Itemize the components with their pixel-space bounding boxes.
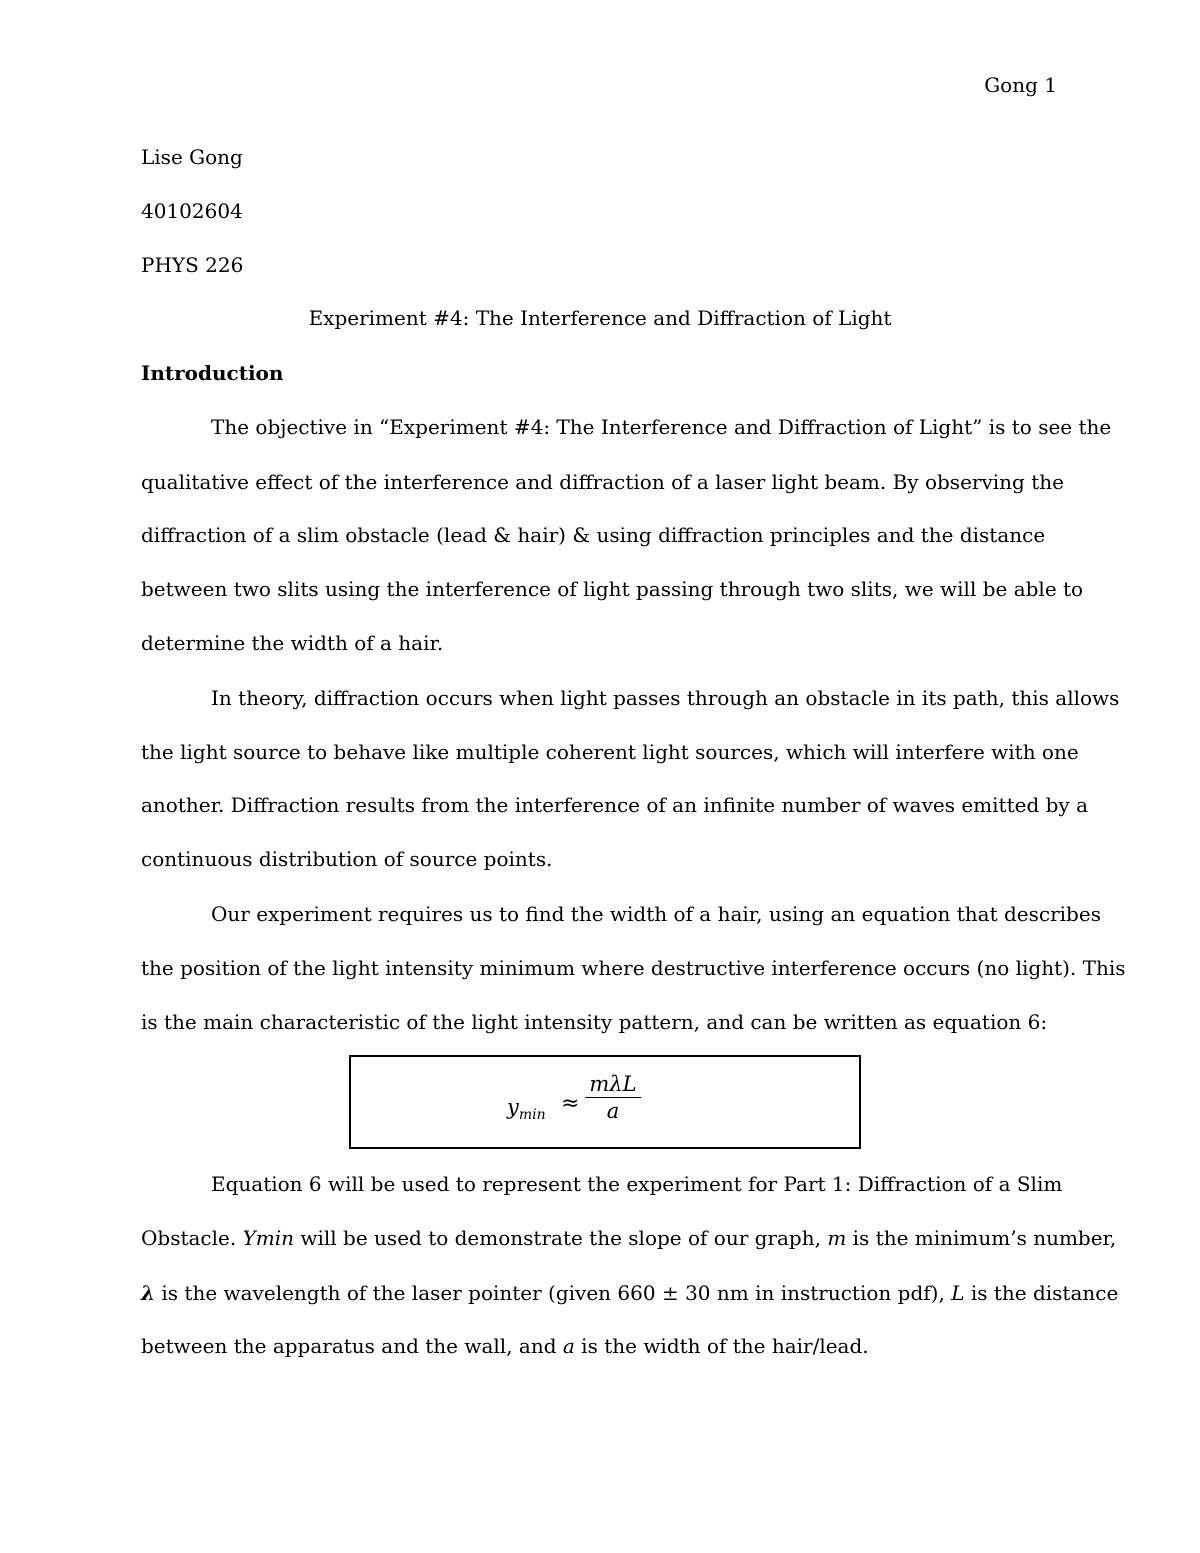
paper-title: Experiment #4: The Interference and Diffraction of Light: [308, 306, 892, 330]
symbol-m: m: [827, 1226, 847, 1250]
course-code: PHYS 226: [141, 253, 244, 277]
author-name: Lise Gong: [141, 145, 243, 169]
paragraph-1-line-4: between two slits using the interference of light passing through two slits, we will be able to: [141, 577, 1084, 601]
paragraph-4-line-3: λ is the wavelength of the laser pointer (given 660 ± 30 nm in instruction pdf), L is the distance: [141, 1281, 1119, 1305]
paragraph-4-line-4: between the apparatus and the wall, and a is the width of the hair/lead.: [141, 1334, 869, 1358]
equation-box: [349, 1055, 861, 1149]
paragraph-3-line-3: is the main characteristic of the light intensity pattern, and can be written as equation 6:: [141, 1010, 1048, 1034]
student-id: 40102604: [141, 199, 243, 223]
paragraph-3-line-2: the position of the light intensity minimum where destructive interference occurs (no light). This: [141, 956, 1126, 980]
paragraph-4-line-2: Obstacle. Ymin will be used to demonstrate the slope of our graph, m is the minimum’s number,: [141, 1226, 1117, 1250]
paragraph-2-line-2: the light source to behave like multiple coherent light sources, which will interfere with one: [141, 740, 1079, 764]
equation-lhs-subscript: min: [518, 1107, 546, 1123]
paragraph-1-line-2: qualitative effect of the interference and diffraction of a laser light beam. By observing the: [141, 470, 1064, 494]
symbol-ymin: Ymin: [242, 1226, 295, 1250]
paragraph-2-line-1: In theory, diffraction occurs when light passes through an obstacle in its path, this allows: [211, 686, 1120, 710]
equation-relation: ≈: [561, 1091, 580, 1116]
equation-fraction: [585, 1071, 641, 1124]
paragraph-1-line-3: diffraction of a slim obstacle (lead & hair) & using diffraction principles and the distance: [141, 523, 1046, 547]
equation-lhs: $y_{min}$: [507, 1095, 546, 1123]
section-heading: Introduction: [141, 361, 284, 385]
paragraph-2-line-4: continuous distribution of source points.: [141, 847, 553, 871]
paragraph-4-line-1: Equation 6 will be used to represent the experiment for Part 1: Diffraction of a Slim: [211, 1172, 1063, 1196]
equation-denominator: a: [606, 1099, 620, 1123]
equation-numerator: mλL: [585, 1071, 641, 1098]
paragraph-2-line-3: another. Diffraction results from the interference of an infinite number of waves emitted by a: [141, 793, 1088, 817]
symbol-L: L: [951, 1281, 965, 1305]
paragraph-3-line-1: Our experiment requires us to find the width of a hair, using an equation that describes: [211, 902, 1101, 926]
symbol-a: a: [562, 1334, 575, 1358]
running-head: Gong 1: [984, 73, 1057, 97]
paragraph-1-line-5: determine the width of a hair.: [141, 631, 444, 655]
symbol-lambda: λ: [141, 1281, 156, 1305]
paragraph-1-line-1: The objective in “Experiment #4: The Interference and Diffraction of Light” is to see the: [211, 415, 1112, 439]
